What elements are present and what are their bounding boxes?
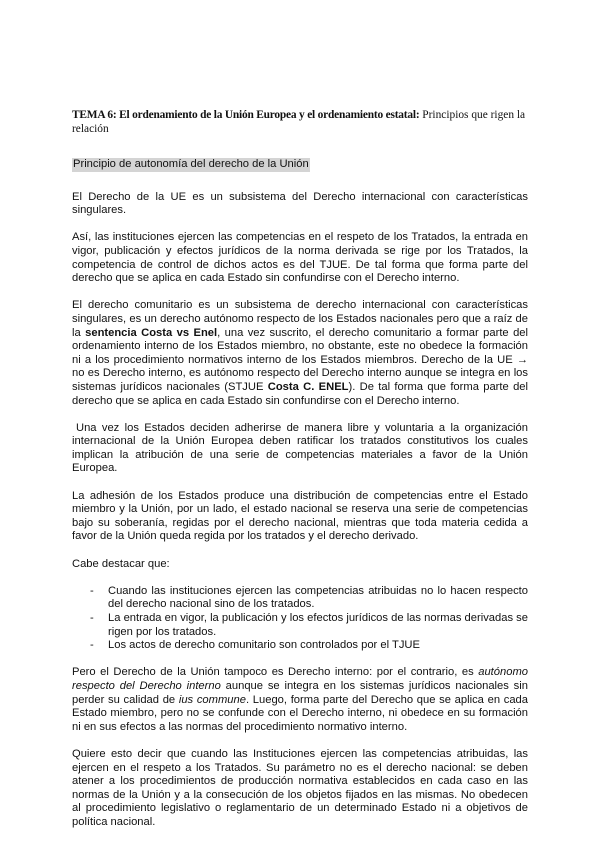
p3-text-c: , una vez suscrito, el derecho comunitario a formar parte del ordenamiento interno de los Estados miembro, no obstante, este no obedece la formación ni a los procedimiento normativos interno de los Estados miembros. Derecho de la UE → no es Derecho interno, es autónomo respecto del Derecho interno aunque se integra en los sistemas jurídicos nacionales (STJUE xyxy=(72,326,528,393)
p3-bold-costa: Costa C. ENEL xyxy=(267,380,349,393)
paragraph-8: Quiere esto decir que cuando las Instituciones ejercen las competencias atribuidas, las ejercen en el respeto a los Tratados. Su parámetro no es el derecho nacional: se deben atener a los procedimientos de producción normativa establecidos en cada caso en las normas de la Unión y a la consecución de los objetos fijados en las mismas. No obedecen al procedimiento legislativo o reglamentario de un determinado Estado ni a objetivos de política nacional. xyxy=(72,747,528,828)
document-page xyxy=(72,108,528,843)
list-item: - La entrada en vigor, la publicación y los efectos jurídicos de las normas derivadas se rigen por los tratados. xyxy=(108,612,528,639)
p7-text-e: . Luego, forma parte del Derecho que se aplica en cada Estado miembro, pero no se confunde con el Derecho interno, ni obedece en su formación ni en sus efectos a las normas del procedimiento normativo interno. xyxy=(72,693,529,733)
paragraph-4: Una vez los Estados deciden adherirse de manera libre y voluntaria a la organización internacional de la Unión Europea deben ratificar los tratados constitutivos los cuales implican la atribución de una serie de competencias materiales a favor de la Unión Europea. xyxy=(72,421,528,475)
title-rest: Principios que rigen la relación xyxy=(72,109,526,135)
p7-text-a: Pero el Derecho de la Unión tampoco es Derecho interno: por el contrario, es xyxy=(72,666,479,679)
list-item: - Los actos de derecho comunitario son controlados por el TJUE xyxy=(108,639,528,653)
section-heading: Principio de autonomía del derecho de la Unión xyxy=(73,158,309,170)
p3-bold-sentencia: sentencia Costa vs Enel xyxy=(85,326,218,339)
p3-text-a: El derecho comunitario es un subsistema de derecho internacional con características singulares, es un derecho autónomo respecto de los Estados nacionales pero que a raíz de la xyxy=(72,299,528,339)
list-item: - Cuando las instituciones ejercen las competencias atribuidas no lo hacen respecto del derecho nacional sino de los tratados. xyxy=(108,585,528,612)
paragraph-5: La adhesión de los Estados produce una distribución de competencias entre el Estado miembro y la Unión, por un lado, el estado nacional se reserva una serie de competencias bajo su soberanía, regidas por el derecho nacional, mientras que toda materia cedida a favor de la Unión queda regida por los tratados y el derecho derivado. xyxy=(72,489,528,543)
paragraph-1: El Derecho de la UE es un subsistema del Derecho internacional con características singulares. xyxy=(72,190,528,217)
p7-text-c: aunque se integra en los sistemas jurídicos nacionales sin perder su calidad de xyxy=(72,679,528,706)
bullet-list xyxy=(72,585,528,653)
paragraph-2: Así, las instituciones ejercen las competencias en el respeto de los Tratados, la entrada en vigor, publicación y efectos jurídicos de la norma derivada se rige por los Tratados, la competencia de control de dichos actos es del TJUE. De tal forma que forma parte del derecho que se aplica en cada Estado sin confundirse con el Derecho interno. xyxy=(72,231,528,285)
title-bold: TEMA 6: El ordenamiento de la Unión Europea y el ordenamiento estatal: xyxy=(72,109,420,121)
p7-italic-autonomo: autónomo respecto del Derecho interno xyxy=(72,666,528,692)
paragraph-7 xyxy=(72,666,528,734)
paragraph-3 xyxy=(72,299,528,408)
p3-text-e: ). De tal forma que forma parte del derecho que se aplica en cada Estado sin confundirse con el Derecho interno. xyxy=(72,380,528,407)
paragraph-6: Cabe destacar que: xyxy=(72,557,170,570)
p7-italic-ius-commune: ius commune xyxy=(178,693,246,706)
document-title xyxy=(72,108,528,136)
